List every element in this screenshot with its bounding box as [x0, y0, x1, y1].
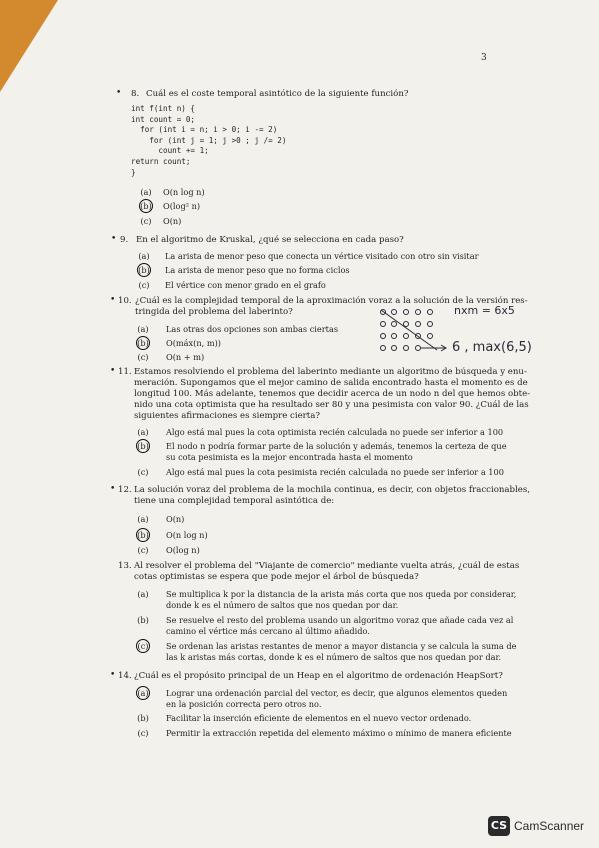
- option-text: Se ordenan las aristas restantes de menor a mayor distancia y se calcula la suma de: [166, 641, 517, 651]
- option-letter: (b): [137, 441, 149, 451]
- option-letter: (c): [137, 467, 149, 477]
- option-letter: (a): [137, 688, 149, 698]
- option-text: en la posición correcta pero otros no.: [166, 699, 322, 709]
- bullet: •: [110, 366, 116, 376]
- question-number: 14.: [118, 671, 132, 681]
- question-number: 8.: [131, 89, 140, 99]
- question-13-line-2: cotas optimistas se espera que pode mejor el árbol de búsqueda?: [134, 572, 419, 582]
- question-11-line: nido una cota optimista que ha resultado ser 80 y una pesimista con valor 90. ¿Cuál de las: [134, 400, 529, 410]
- question-11-line: siguientes afirmaciones es siempre cierta?: [134, 411, 320, 421]
- option-text: O(n log n): [166, 530, 208, 540]
- question-11-line: longitud 100. Más adelante, tenemos que decidir acerca de un nodo n del que hemos obte-: [134, 389, 531, 399]
- option-text: Lograr una ordenación parcial del vector, es decir, que algunos elementos queden: [166, 688, 508, 698]
- question-10-line-1: ¿Cuál es la complejidad temporal de la aproximación voraz a la solución de la versión res-: [135, 296, 528, 306]
- question-number: 12.: [118, 485, 132, 495]
- bullet: •: [110, 484, 116, 494]
- option-text: O(n + m): [166, 352, 205, 362]
- option-letter: (b): [137, 713, 149, 723]
- option-letter: (b): [138, 265, 150, 275]
- question-11-line: Estamos resolviendo el problema del laberinto mediante un algoritmo de búsqueda y enu-: [134, 367, 527, 377]
- question-11-line: meración. Supongamos que el mejor camino de salida encontrado hasta el momento es de: [134, 378, 528, 388]
- question-14-text: ¿Cuál es el propósito principal de un Heap en el algoritmo de ordenación HeapSort?: [134, 671, 503, 681]
- option-letter: (b): [137, 615, 149, 625]
- option-letter: (a): [137, 589, 149, 599]
- option-text: donde k es el número de saltos que nos quedan por dar.: [166, 600, 399, 610]
- bullet: •: [116, 88, 122, 98]
- option-letter: (c): [140, 216, 152, 226]
- option-text: Se resuelve el resto del problema usando un algoritmo voraz que añade cada vez al: [166, 615, 514, 625]
- question-13-line-1: Al resolver el problema del "Viajante de comercio" mediante vuelta atrás, ¿cuál de estas: [134, 561, 520, 571]
- option-text: Las otras dos opciones son ambas ciertas: [166, 324, 339, 334]
- option-text: O(máx(n, m)): [166, 338, 221, 348]
- question-number: 10.: [118, 296, 132, 306]
- option-letter: (b): [137, 530, 149, 540]
- option-letter: (c): [138, 280, 150, 290]
- option-letter: (b): [137, 338, 149, 348]
- option-text: O(n log n): [163, 187, 205, 197]
- camscanner-wordmark: CamScanner: [514, 819, 585, 833]
- code-block: int f(int n) { int count = 0; for (int i = n; i > 0; i -= 2) for (int j = 1; j >0 ; j /= 2) count += 1; return count; }: [131, 104, 287, 177]
- camscanner-badge-icon: CS: [488, 816, 510, 836]
- question-8-text: Cuál es el coste temporal asintótico de la siguiente función?: [146, 89, 409, 99]
- question-number: 13.: [118, 561, 132, 571]
- bullet: •: [111, 234, 117, 244]
- option-text: Se multiplica k por la distancia de la arista más corta que nos queda por considerar,: [166, 589, 517, 599]
- question-12-line-2: tiene una complejidad temporal asintótica de:: [134, 496, 335, 506]
- option-text: camino el vértice más cercano al último añadido.: [166, 626, 370, 636]
- option-letter: (c): [137, 352, 149, 362]
- option-text: Algo está mal pues la cota pesimista recién calculada no puede ser inferior a 100: [166, 467, 504, 477]
- option-letter: (a): [137, 324, 149, 334]
- option-text: O(n): [163, 216, 182, 226]
- option-letter: (c): [137, 545, 149, 555]
- option-letter: (a): [137, 427, 149, 437]
- option-letter: (a): [140, 187, 152, 197]
- question-10-line-2: tringida del problema del laberinto?: [135, 307, 293, 317]
- option-letter: (a): [138, 251, 150, 261]
- option-text: El vértice con menor grado en el grafo: [165, 280, 326, 290]
- option-text: O(n): [166, 514, 185, 524]
- option-text: El nodo n podría formar parte de la solución y además, tenemos la certeza de que: [166, 441, 507, 451]
- question-number: 11.: [118, 367, 132, 377]
- option-text: su cota pesimista es la mejor encontrada hasta el momento: [166, 452, 413, 462]
- question-number: 9.: [120, 235, 129, 245]
- option-letter: (c): [137, 641, 149, 651]
- option-text: Permitir la extracción repetida del elemento máximo o mínimo de manera eficiente: [166, 728, 512, 738]
- option-text: O(log² n): [163, 201, 201, 211]
- option-text: Algo está mal pues la cota optimista recién calculada no puede ser inferior a 100: [166, 427, 504, 437]
- option-text: O(log n): [166, 545, 200, 555]
- question-12-line-1: La solución voraz del problema de la mochila continua, es decir, con objetos fraccionables,: [134, 485, 531, 495]
- option-text: La arista de menor peso que no forma ciclos: [165, 265, 350, 275]
- handwritten-note: 6 , max(6,5): [452, 340, 532, 355]
- option-letter: (b): [140, 201, 152, 211]
- option-letter: (c): [137, 728, 149, 738]
- bullet: •: [110, 670, 116, 680]
- option-text: La arista de menor peso que conecta un vértice visitado con otro sin visitar: [165, 251, 479, 261]
- page-number: 3: [481, 53, 487, 63]
- option-text: las k aristas más cortas, donde k es el número de saltos que nos quedan por dar.: [166, 652, 502, 662]
- option-text: Facilitar la inserción eficiente de elementos en el nuevo vector ordenado.: [166, 713, 472, 723]
- option-letter: (a): [137, 514, 149, 524]
- bullet: •: [110, 295, 116, 305]
- handwritten-note: nxm = 6x5: [454, 304, 515, 317]
- question-9-text: En el algoritmo de Kruskal, ¿qué se selecciona en cada paso?: [136, 235, 404, 245]
- page-corner-fold: [0, 0, 58, 92]
